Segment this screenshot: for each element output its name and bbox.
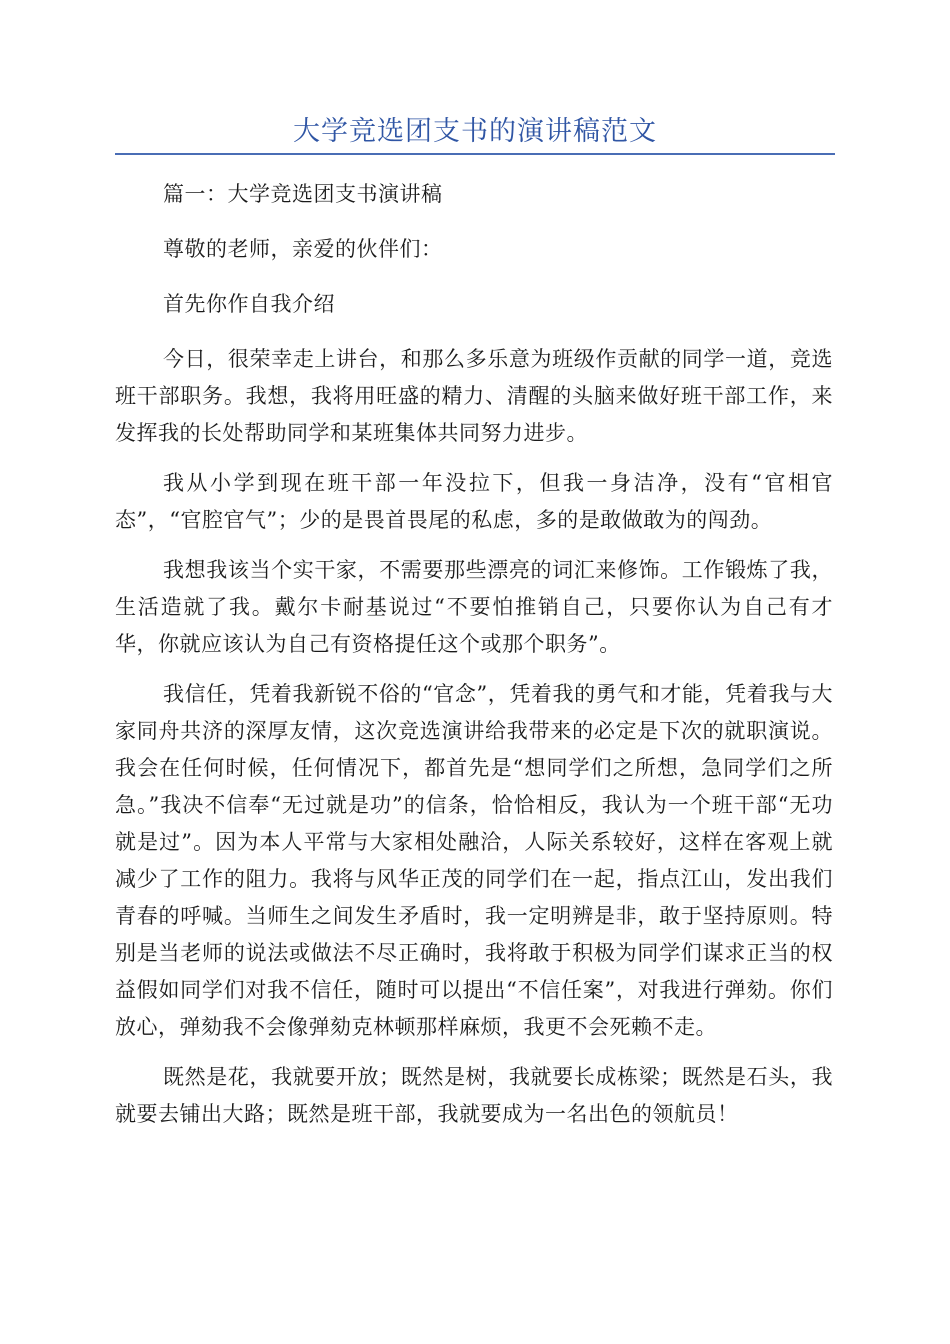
salutation: 尊敬的老师，亲爱的伙伴们： bbox=[163, 237, 443, 261]
closing-paragraph: 既然是花，我就要开放；既然是树，我就要长成栋梁；既然是石头，我就要去铺出大路；既然是班干部，我就要成为一名出色的领航员！ bbox=[115, 1065, 833, 1126]
body-paragraph: 我从小学到现在班干部一年没拉下，但我一身洁净，没有“官相官态”，“官腔官气”；少的是畏首畏尾的私虑，多的是敢做敢为的闯劲。 bbox=[115, 471, 833, 532]
intro-line: 首先你作自我介绍 bbox=[163, 292, 335, 316]
document-title: 大学竞选团支书的演讲稿范文 bbox=[293, 116, 657, 147]
body-paragraph: 我想我该当个实干家，不需要那些漂亮的词汇来修饰。工作锻炼了我，生活造就了我。戴尔卡耐基说过“不要怕推销自己，只要你认为自己有才华，你就应该认为自己有资格提任这个或那个职务”。 bbox=[115, 558, 833, 656]
title-underline bbox=[115, 153, 835, 155]
document-body bbox=[115, 176, 833, 1146]
section-heading: 篇一：大学竞选团支书演讲稿 bbox=[163, 182, 443, 206]
body-paragraph: 我信任，凭着我新锐不俗的“官念”，凭着我的勇气和才能，凭着我与大家同舟共济的深厚友情，这次竞选演讲给我带来的必定是下次的就职演说。我会在任何时候，任何情况下，都首先是“想同学们之所想，急同学们之所急。”我决不信奉“无过就是功”的信条，恰恰相反，我认为一个班干部“无功就是过”。因为本人平常与大家相处融洽，人际关系较好，这样在客观上就减少了工作的阻力。我将与风华正茂的同学们在一起，指点江山，发出我们青春的呼喊。当师生之间发生矛盾时，我一定明辨是非，敢于坚持原则。特别是当老师的说法或做法不尽正确时，我将敢于积极为同学们谋求正当的权益假如同学们对我不信任，随时可以提出“不信任案”，对我进行弹劾。你们放心，弹劾我不会像弹劾克林顿那样麻烦，我更不会死赖不走。 bbox=[115, 682, 833, 1039]
body-paragraph: 今日，很荣幸走上讲台，和那么多乐意为班级作贡献的同学一道，竞选班干部职务。我想，我将用旺盛的精力、清醒的头脑来做好班干部工作，来发挥我的长处帮助同学和某班集体共同努力进步。 bbox=[115, 347, 833, 445]
